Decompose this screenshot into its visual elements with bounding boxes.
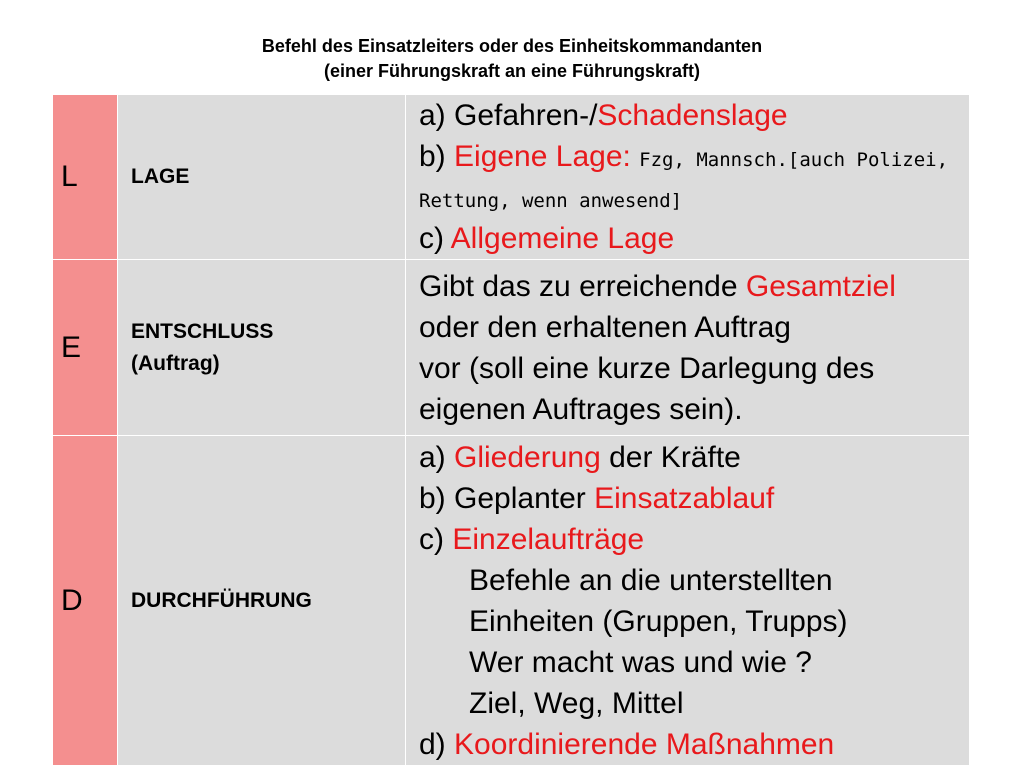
row-name-durchfuehrung: DURCHFÜHRUNG: [118, 436, 406, 766]
durchfuehrung-item-a-suffix: der Kräfte: [600, 440, 741, 474]
row-desc-entschluss: [406, 260, 970, 436]
durchfuehrung-item-d-prefix: d): [419, 727, 455, 761]
lage-item-a-highlight: Schadenslage: [597, 99, 788, 132]
lage-item-c-prefix: c): [419, 222, 451, 255]
header-line-1: Befehl des Einsatzleiters oder des Einheitskommandanten: [261, 36, 763, 56]
entschluss-line-4: eigenen Auftrages sein).: [419, 392, 743, 426]
row-desc-lage: [406, 95, 970, 260]
table-row-durchfuehrung: [53, 436, 970, 766]
row-name-entschluss: [118, 260, 406, 436]
header-line-2: (einer Führungskraft an eine Führungskraft): [323, 61, 701, 81]
lage-item-a: [419, 95, 963, 136]
durchfuehrung-item-a-prefix: a): [419, 440, 455, 474]
table-row-entschluss: [53, 260, 970, 436]
durchfuehrung-item-c: [419, 519, 963, 560]
row-letter-l: L: [53, 95, 118, 260]
durchfuehrung-item-c-detail-4: Ziel, Weg, Mittel: [469, 686, 684, 720]
durchfuehrung-item-c-prefix: c): [419, 522, 453, 556]
durchfuehrung-item-c-detail-2: Einheiten (Gruppen, Trupps): [469, 604, 848, 638]
row-letter-d: D: [53, 436, 118, 766]
row-letter-e: E: [53, 260, 118, 436]
page-header: [0, 34, 1024, 84]
entschluss-label: ENTSCHLUSS: [131, 319, 274, 343]
durchfuehrung-item-c-detail-3: Wer macht was und wie ?: [469, 645, 812, 679]
lage-item-c-highlight: Allgemeine Lage: [450, 222, 675, 255]
durchfuehrung-item-b: [419, 478, 963, 519]
entschluss-line-1: [419, 266, 963, 307]
lage-item-b-prefix: b): [419, 140, 455, 173]
entschluss-sublabel: (Auftrag): [131, 351, 220, 375]
durchfuehrung-item-d-highlight: Koordinierende Maßnahmen: [454, 727, 835, 761]
durchfuehrung-item-d: [419, 724, 963, 765]
entschluss-line-2: oder den erhaltenen Auftrag: [419, 310, 791, 344]
lage-item-b-detail: Fzg, Mannsch.[auch Polizei, Rettung, wenn anwesend]: [419, 149, 949, 212]
lage-item-c: [419, 218, 963, 259]
durchfuehrung-item-a-highlight: Gliederung: [454, 440, 601, 474]
lage-item-a-prefix: a) Gefahren-/: [419, 99, 598, 132]
entschluss-line-1-highlight: Gesamtziel: [745, 269, 896, 303]
durchfuehrung-item-c-detail-1: Befehle an die unterstellten: [469, 563, 833, 597]
row-desc-durchfuehrung: [406, 436, 970, 766]
lage-item-b-highlight: Eigene Lage:: [454, 140, 640, 173]
durchfuehrung-item-b-highlight: Einsatzablauf: [594, 481, 775, 515]
lage-item-b: [419, 136, 963, 218]
entschluss-line-3: vor (soll eine kurze Darlegung des: [419, 351, 875, 385]
durchfuehrung-item-b-prefix: b) Geplanter: [419, 481, 595, 515]
lage-entschluss-durchfuehrung-table: [52, 94, 970, 766]
entschluss-line-1-text: Gibt das zu erreichende: [419, 269, 746, 303]
row-name-lage: LAGE: [118, 95, 406, 260]
durchfuehrung-item-c-highlight: Einzelaufträge: [452, 522, 645, 556]
durchfuehrung-item-a: [419, 437, 963, 478]
table-row-lage: [53, 95, 970, 260]
